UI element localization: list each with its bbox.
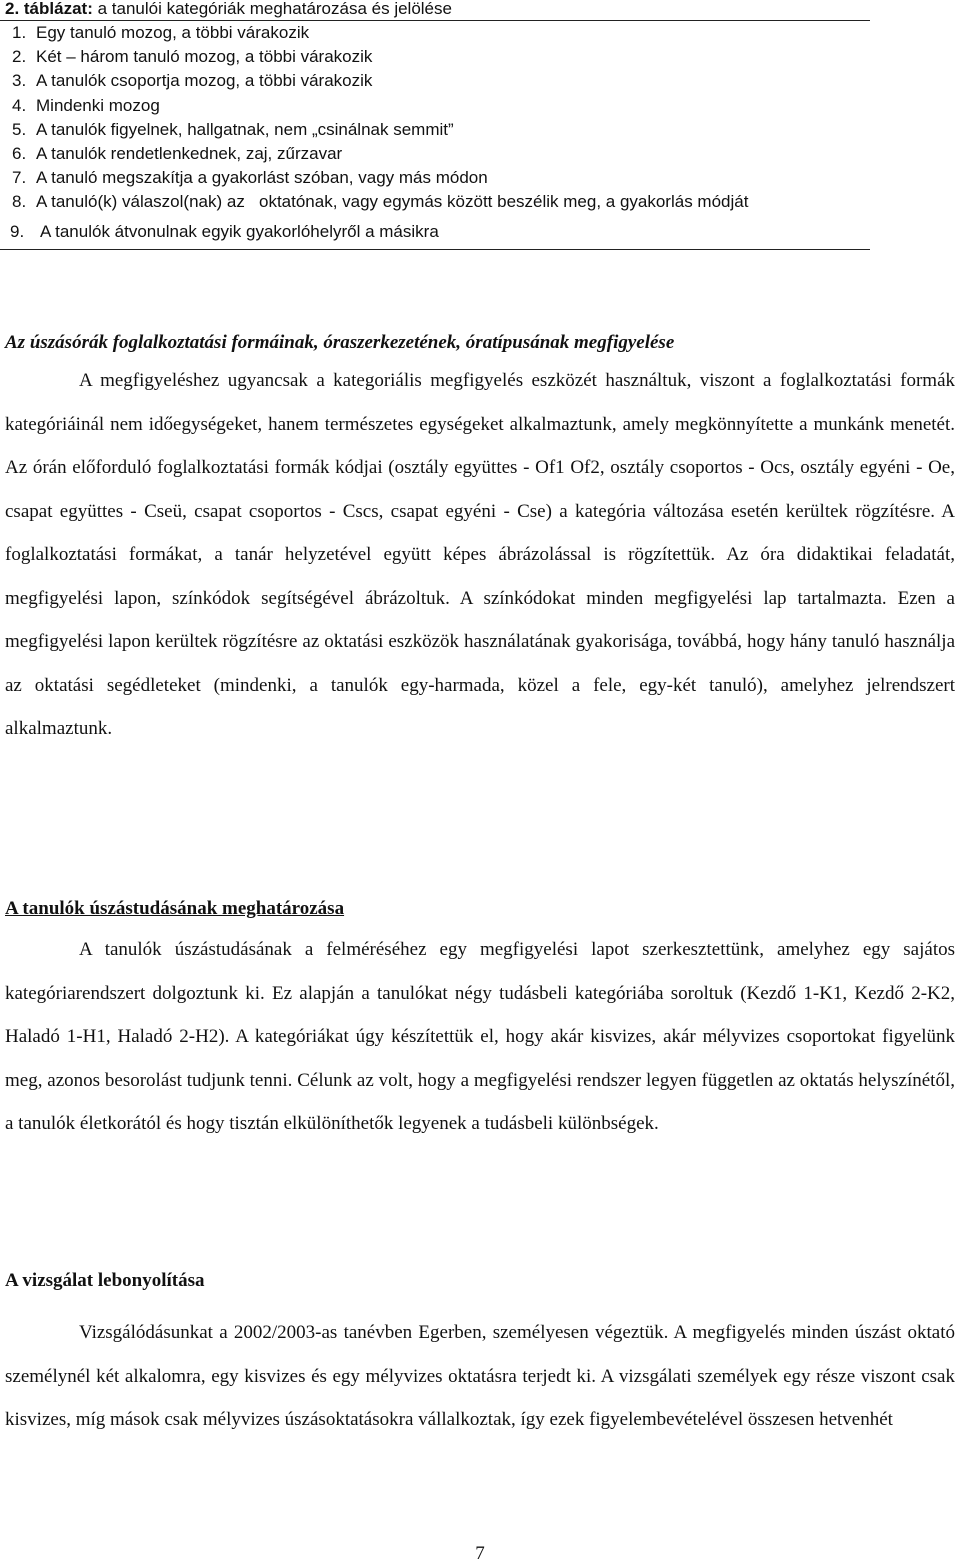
- paragraph-text: A megfigyeléshez ugyancsak a kategoriális megfigyelés eszközét használtuk, viszont a foglalkoztatási formák kategóriáinál nem időegységeket, hanem természetes egységeket alkalmaztunk, amely megkönnyítette a munkánk menetét. Az órán előforduló foglalkoztatási formák kódjai (osztály együttes - Of1 Of2, osztály csoportos - Ocs, osztály egyéni - Oe, csapat együttes - Cseü, csapat csoportos - Cscs, csapat egyéni - Cse) a kategória változása esetén kerültek rögzítésre. A foglalkoztatási formákat, a tanár helyzetével együtt képes ábrázolással is rögzítettük. Az óra didaktikai feladatát, megfigyelési lapon, színkódok segítségével ábrázoltuk. A színkódokat minden megfigyelési lap tartalmazta. Ezen a megfigyelési lapon kerültek rögzítésre az oktatási eszközök használatának gyakorisága, továbbá, hogy hány tanuló használja az oktatási segédleteket (mindenki, a tanulók egy-harmada, közel a fele, egy-két tanuló), amelyhez jelrendszert alkalmaztunk.: [5, 370, 955, 739]
- table-bottom-rule: [0, 249, 870, 250]
- page-number: 7: [475, 1543, 485, 1564]
- paragraph: [5, 1311, 955, 1442]
- paragraph-text: Vizsgálódásunkat a 2002/2003-as tanévben Egerben, személyesen végeztük. A megfigyelés minden úszást oktató személynél két alkalomra, egy kisvizes és egy mélyvizes oktatásra terjedt ki. A vizsgálati személyek egy része viszont csak kisvizes, míg mások csak mélyvizes úszásoktatásokra vállalkoztak, így ezek figyelembevételével összesen hetvenhét: [5, 1322, 955, 1430]
- category-number: 7.: [12, 168, 27, 188]
- table-caption-label: 2. táblázat:: [5, 0, 93, 18]
- category-item: [0, 45, 870, 69]
- section-swimming-skill: [5, 896, 955, 1146]
- section-heading: A vizsgálat lebonyolítása: [5, 1270, 205, 1291]
- category-number: 3.: [12, 71, 27, 91]
- category-text: Egy tanuló mozog, a többi várakozik: [36, 23, 310, 42]
- category-text: A tanulók figyelnek, hallgatnak, nem „csinálnak semmit”: [36, 119, 454, 139]
- category-item: [0, 94, 870, 118]
- paragraph-text: A tanulók úszástudásának a felméréséhez egy megfigyelési lapot szerkesztettünk, amelyhez egy sajátos kategóriarendszert dolgoztunk ki. Ez alapján a tanulókat négy tudásbeli kategóriába soroltuk (Kezdő 1-K1, Kezdő 2-K2, Haladó 1-H1, Haladó 2-H2). A kategóriákat úgy készítettük el, hogy akár kisvizes, akár mélyvizes csoportokat figyelünk meg, azonos besorolást tudjunk tenni. Célunk az volt, hogy a megfigyelési rendszer legyen független az oktatás helyszínétől, a tanulók életkorától és hogy tisztán elkülöníthetők legyenek a tudásbeli különbségek.: [5, 939, 955, 1134]
- category-number: 9.: [10, 221, 25, 241]
- category-number: 5.: [12, 119, 27, 139]
- section-heading: Az úszásórák foglalkoztatási formáinak, óraszerkezetének, óratípusának megfigyelése: [5, 332, 675, 353]
- category-list: [0, 21, 870, 249]
- category-item: [0, 142, 870, 166]
- paragraph: [5, 359, 955, 751]
- category-text: Két – három tanuló mozog, a többi várakozik: [36, 47, 373, 67]
- section-study-procedure: [5, 1268, 955, 1442]
- table-caption-text: a tanulói kategóriák meghatározása és jelölése: [92, 0, 452, 18]
- category-item: [0, 215, 870, 249]
- category-number: 1.: [12, 23, 27, 42]
- section-teaching-forms: [5, 330, 955, 751]
- category-number: 4.: [12, 95, 27, 115]
- paragraph: [5, 928, 955, 1146]
- category-text: Mindenki mozog: [36, 95, 160, 115]
- category-item: [0, 21, 870, 45]
- category-text: A tanuló(k) válaszol(nak) az oktatónak, vagy egymás között beszélik meg, a gyakorlás módját: [36, 192, 749, 212]
- category-item: [0, 166, 870, 190]
- category-item: [0, 118, 870, 142]
- category-number: 6.: [12, 143, 27, 163]
- category-text: A tanulók csoportja mozog, a többi várakozik: [36, 71, 373, 91]
- category-text: A tanulók rendetlenkednek, zaj, zűrzavar: [36, 143, 343, 163]
- category-item: [0, 190, 870, 214]
- category-item: [0, 69, 870, 93]
- category-text: A tanuló megszakítja a gyakorlást szóban, vagy más módon: [36, 168, 488, 188]
- category-text: A tanulók átvonulnak egyik gyakorlóhelyről a másikra: [40, 221, 439, 241]
- table-caption: [0, 0, 870, 20]
- category-table: [0, 0, 870, 250]
- category-number: 8.: [12, 192, 27, 212]
- section-heading: A tanulók úszástudásának meghatározása: [5, 898, 345, 919]
- category-number: 2.: [12, 47, 27, 67]
